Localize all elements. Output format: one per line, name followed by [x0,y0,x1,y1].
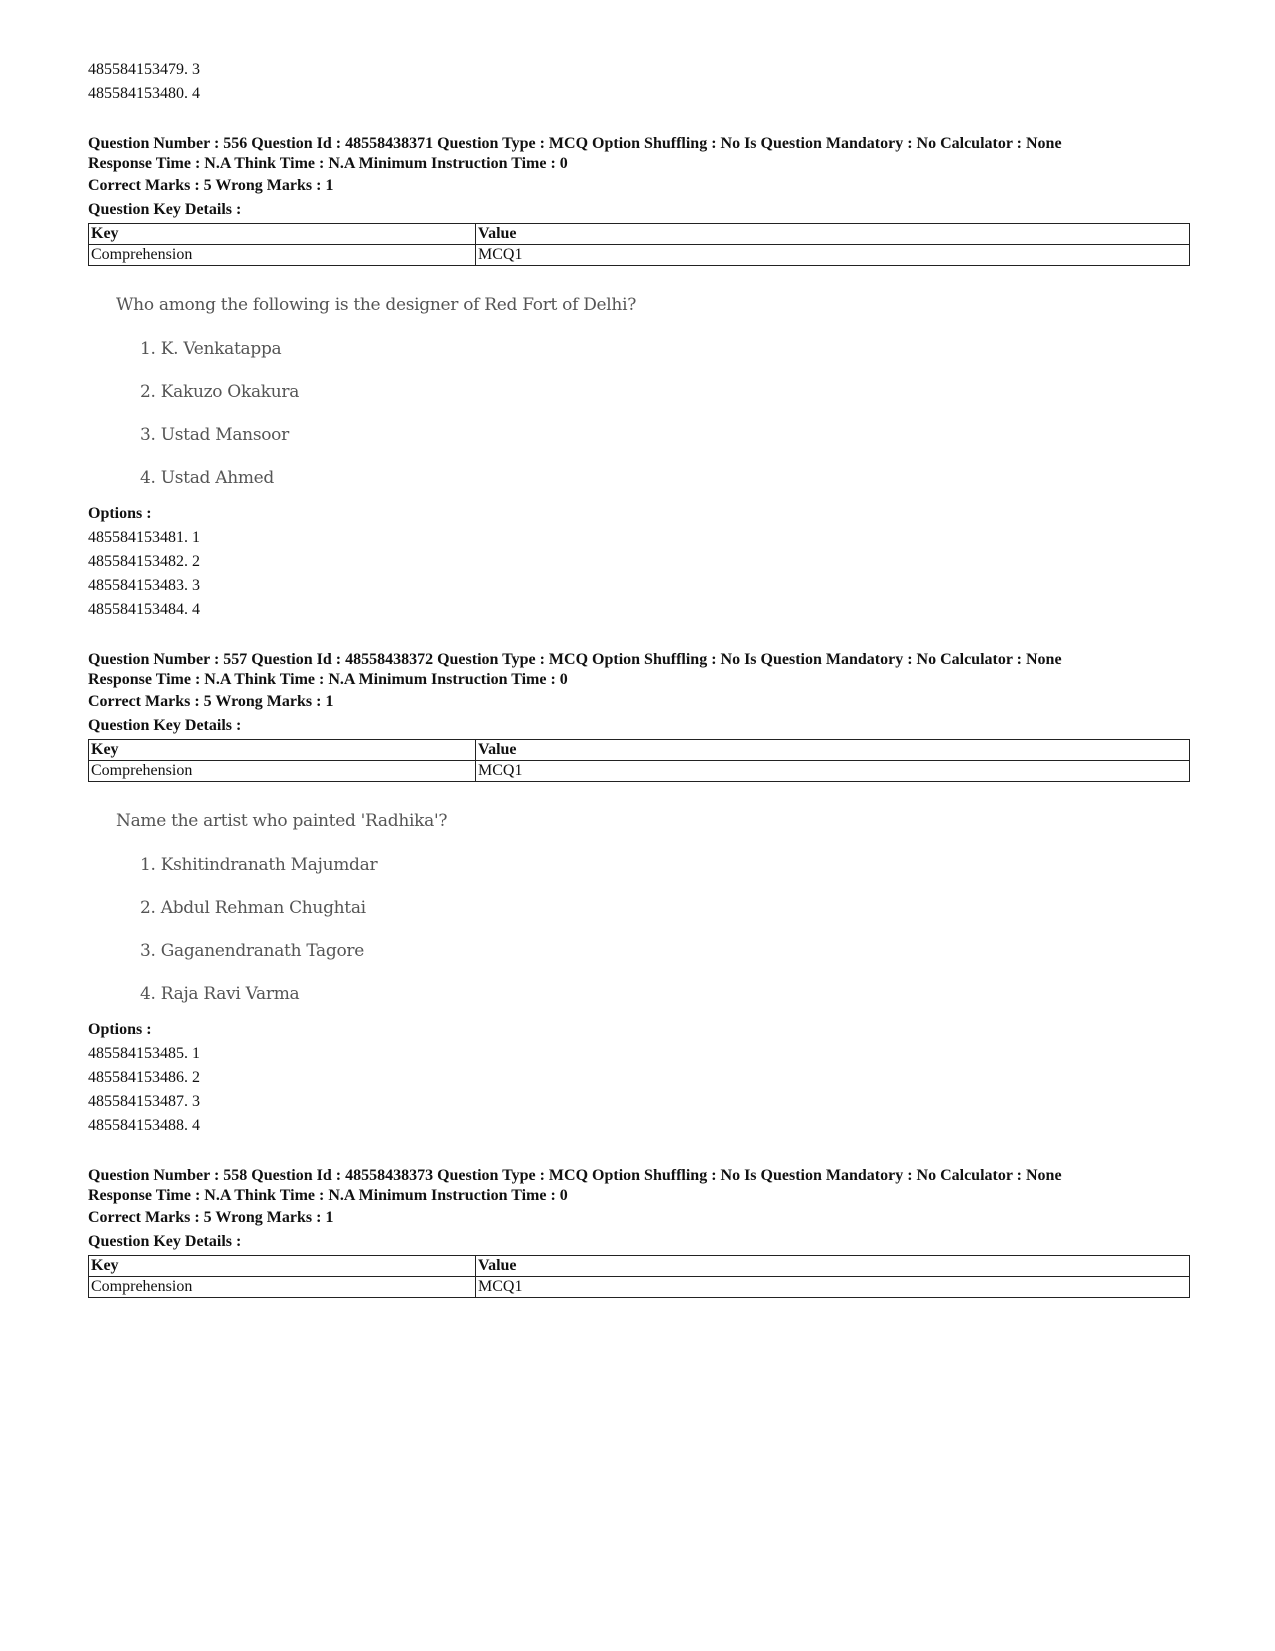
question-marks: Correct Marks : 5 Wrong Marks : 1 [88,1209,334,1226]
question-choice: 1. K. Venkatappa [140,339,282,359]
leading-options [88,58,1188,106]
question-marks: Correct Marks : 5 Wrong Marks : 1 [88,693,334,710]
question-image [116,290,1188,492]
question-choice: 4. Raja Ravi Varma [140,984,300,1004]
option-line: 485584153486. 2 [88,1069,200,1086]
key-details-label: Question Key Details : [88,717,242,734]
question-timing: Response Time : N.A Think Time : N.A Minimum Instruction Time : 0 [88,1187,568,1204]
table-header-key: Key [89,740,476,761]
option-line: 485584153481. 1 [88,529,200,546]
option-line: 485584153484. 4 [88,601,200,618]
options-label: Options : [88,505,152,522]
question-choice: 2. Abdul Rehman Chughtai [140,898,366,918]
question-timing: Response Time : N.A Think Time : N.A Minimum Instruction Time : 0 [88,155,568,172]
option-line: 485584153488. 4 [88,1117,200,1134]
table-cell-key: Comprehension [89,245,476,266]
table-header-row [89,224,1190,245]
question-block-558 [88,1166,1188,1298]
question-timing: Response Time : N.A Think Time : N.A Minimum Instruction Time : 0 [88,671,568,688]
question-choice: 3. Ustad Mansoor [140,425,289,445]
question-text: Name the artist who painted 'Radhika'? [116,811,448,831]
table-header-value: Value [476,1256,1190,1277]
key-details-label: Question Key Details : [88,201,242,218]
option-line: 485584153479. 3 [88,61,200,78]
table-row [89,761,1190,782]
table-header-row [89,1256,1190,1277]
key-details-table [88,223,1190,266]
table-row [89,1277,1190,1298]
question-header: Question Number : 556 Question Id : 48558438371 Question Type : MCQ Option Shuffling : No Is Question Mandatory : No Calculator : None [88,135,1062,152]
key-details-table [88,1255,1190,1298]
question-header: Question Number : 557 Question Id : 48558438372 Question Type : MCQ Option Shuffling : No Is Question Mandatory : No Calculator : None [88,651,1062,668]
question-block-556 [88,134,1188,622]
key-details-table [88,739,1190,782]
option-line: 485584153482. 2 [88,553,200,570]
options-label: Options : [88,1021,152,1038]
table-header-key: Key [89,1256,476,1277]
question-choice: 1. Kshitindranath Majumdar [140,855,378,875]
table-header-value: Value [476,740,1190,761]
table-cell-value: MCQ1 [476,761,1190,782]
table-cell-value: MCQ1 [476,1277,1190,1298]
option-line: 485584153480. 4 [88,85,200,102]
document-page [88,58,1188,1298]
question-block-557 [88,650,1188,1138]
table-header-row [89,740,1190,761]
table-header-key: Key [89,224,476,245]
question-choice: 2. Kakuzo Okakura [140,382,300,402]
option-line: 485584153485. 1 [88,1045,200,1062]
table-cell-value: MCQ1 [476,245,1190,266]
option-line: 485584153487. 3 [88,1093,200,1110]
table-row [89,245,1190,266]
table-header-value: Value [476,224,1190,245]
question-header: Question Number : 558 Question Id : 48558438373 Question Type : MCQ Option Shuffling : No Is Question Mandatory : No Calculator : None [88,1167,1062,1184]
question-marks: Correct Marks : 5 Wrong Marks : 1 [88,177,334,194]
question-choice: 4. Ustad Ahmed [140,468,275,488]
table-cell-key: Comprehension [89,1277,476,1298]
question-image [116,806,1188,1008]
option-line: 485584153483. 3 [88,577,200,594]
key-details-label: Question Key Details : [88,1233,242,1250]
table-cell-key: Comprehension [89,761,476,782]
question-text: Who among the following is the designer of Red Fort of Delhi? [116,295,637,315]
question-choice: 3. Gaganendranath Tagore [140,941,364,961]
